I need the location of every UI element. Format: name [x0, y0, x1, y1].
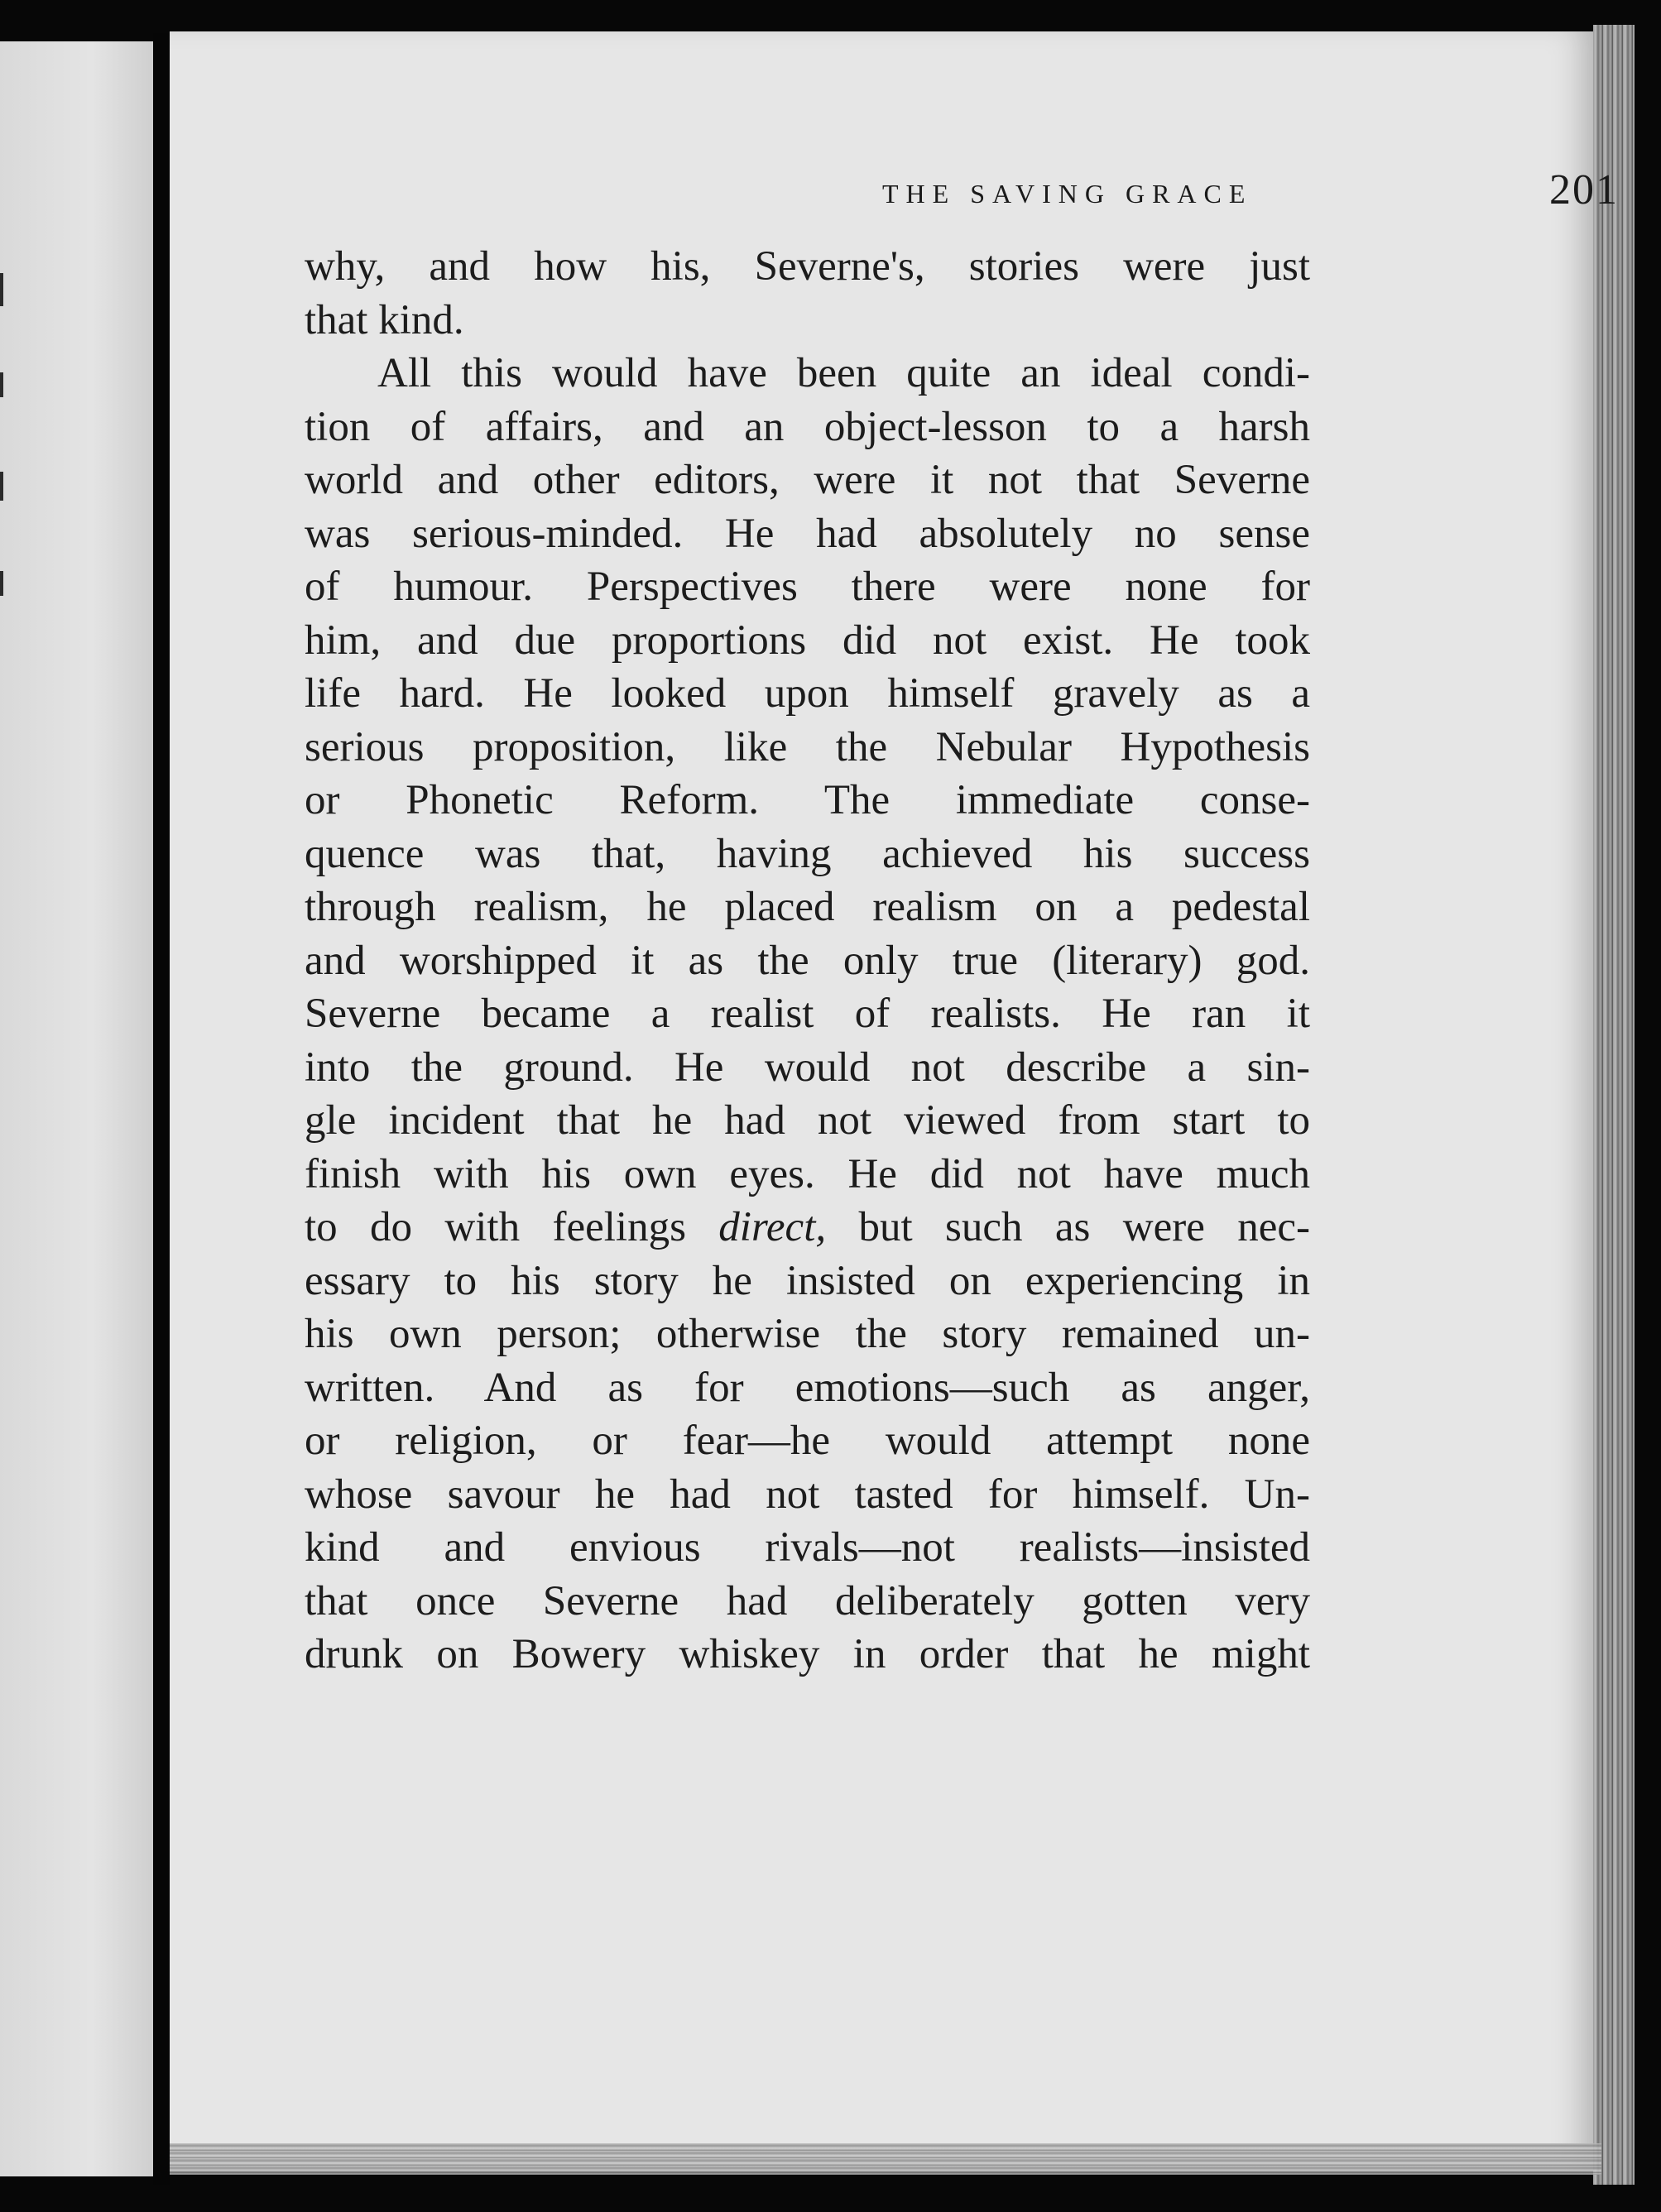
edge-mark [0, 372, 3, 397]
text-line: gle incident that he had not viewed from start to [305, 1097, 1310, 1144]
text-line: his own person; otherwise the story remained un- [305, 1311, 1310, 1357]
book-gutter [153, 33, 170, 2185]
text-line: into the ground. He would not describe a sin- [305, 1044, 1310, 1091]
body-text [305, 240, 1310, 1682]
text-fragment: but such as were nec- [826, 1204, 1310, 1250]
text-line: him, and due proportions did not exist. He took [305, 617, 1310, 664]
text-line: and worshipped it as the only true (literary) god. [305, 937, 1310, 984]
text-line: essary to his story he insisted on experiencing in [305, 1257, 1310, 1304]
text-line: Severne became a realist of realists. He ran it [305, 991, 1310, 1037]
text-line: tion of affairs, and an object-lesson to a harsh [305, 403, 1310, 450]
text-line: drunk on Bowery whiskey in order that he might [305, 1631, 1310, 1677]
text-line: was serious-minded. He had absolutely no sense [305, 510, 1310, 557]
running-head [439, 147, 1639, 214]
text-line: through realism, he placed realism on a pedestal [305, 884, 1310, 930]
edge-mark [0, 472, 3, 501]
text-line: whose savour he had not tasted for himself. Un- [305, 1471, 1310, 1518]
text-line: serious proposition, like the Nebular Hypothesis [305, 723, 1310, 770]
text-line: world and other editors, were it not that Severne [305, 457, 1310, 503]
italic-word: direct, [718, 1204, 827, 1250]
edge-mark [0, 273, 3, 306]
text-line: that once Severne had deliberately gotten very [305, 1577, 1310, 1624]
text-line: or religion, or fear—he would attempt none [305, 1418, 1310, 1464]
text-line: of humour. Perspectives there were none for [305, 564, 1310, 610]
text-line: kind and envious rivals—not realists—insisted [305, 1524, 1310, 1571]
text-line: written. And as for emotions—such as anger, [305, 1364, 1310, 1411]
edge-mark [0, 571, 3, 596]
text-line: life hard. He looked upon himself gravely as a [305, 670, 1310, 717]
text-line: that kind. [305, 296, 464, 343]
bottom-page-edges [170, 2143, 1601, 2175]
facing-page-edge [0, 41, 153, 2176]
text-line: why, and how his, Severne's, stories were just [305, 243, 1310, 290]
paragraph-first-line: All this would have been quite an ideal condi- [377, 350, 1310, 396]
page-number: 201 [1549, 166, 1619, 214]
text-fragment: to do with feelings [305, 1204, 719, 1250]
text-line: or Phonetic Reform. The immediate conse- [305, 777, 1310, 823]
text-line: quence was that, having achieved his success [305, 830, 1310, 877]
text-line-with-italic [305, 1201, 1310, 1255]
text-line: finish with his own eyes. He did not have much [305, 1150, 1310, 1197]
page-edges [1593, 25, 1635, 2185]
running-title: THE SAVING GRACE [882, 179, 1253, 209]
